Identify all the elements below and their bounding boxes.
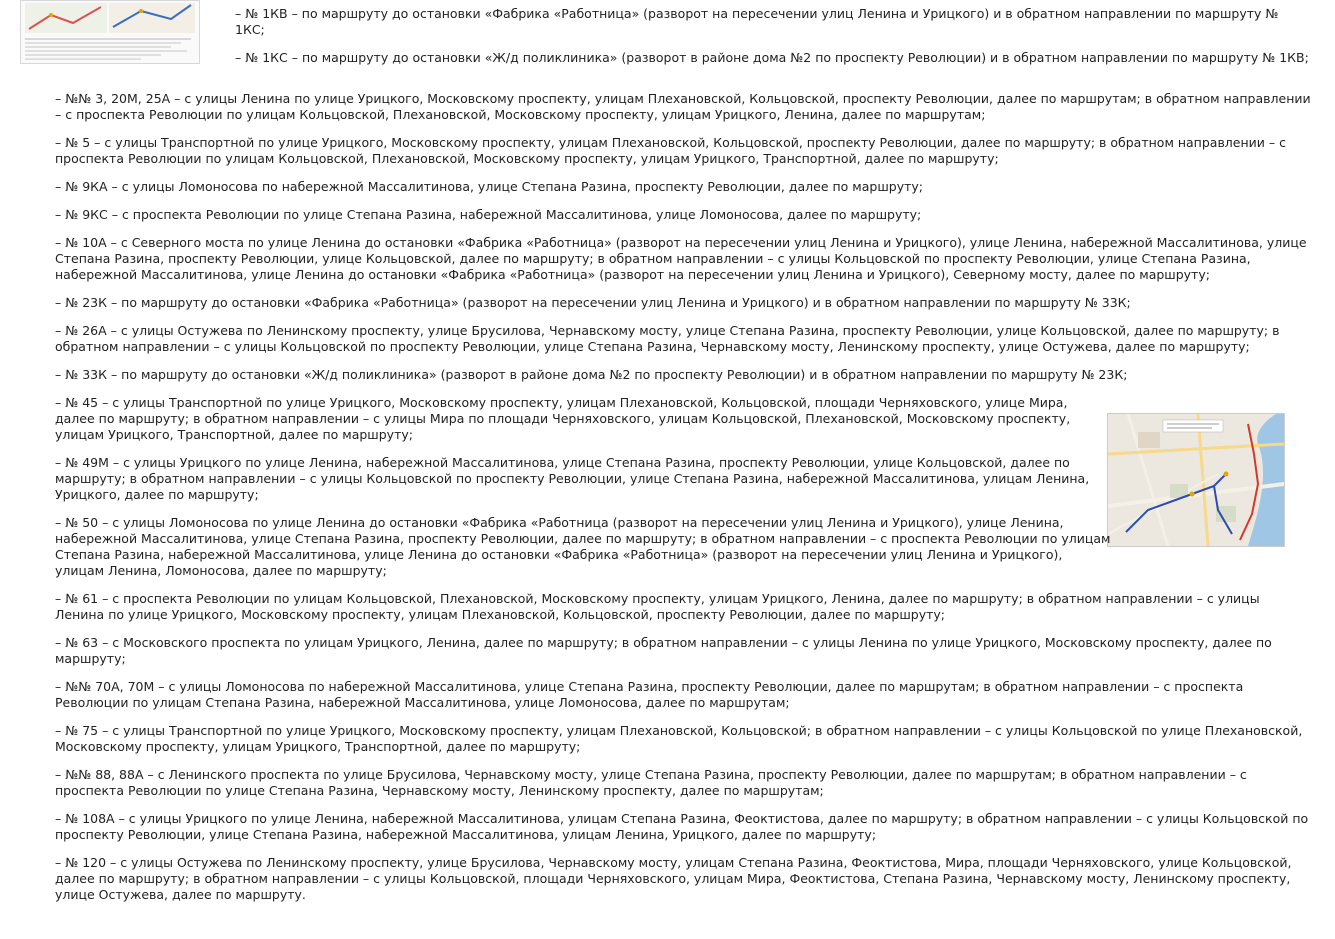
route-item-9ks: – № 9КС – с проспекта Революции по улице Степана Разина, набережной Массалитинова, улице Ломоносова, далее по маршруту; xyxy=(55,207,922,222)
route-item-26a: – № 26А – с улицы Остужева по Ленинскому проспекту, улице Брусилова, Чернавскому мосту, улице Степана Разина, проспекту Революции, улице Кольцовской, далее по маршруту; в обратном направлении – с улицы Кольцовской по проспекту Революции, улице Степана Разина, Чернавскому мосту, Ленинскому проспекту, улице Остужева, далее по маршруту; xyxy=(55,323,1280,354)
route-item-50: – № 50 – с улицы Ломоносова по улице Ленина до остановки «Фабрика «Работница (разворот на пересечении улиц Ленина и Урицкого), улице Ленина, набережной Массалитинова, улице Степана Разина, проспекту Революции, далее по маршруту; в обратном направлении – с проспекта Революции по улицам Степана Разина, набережной Массалитинова, улице Ленина до остановки «Фабрика «Работница» (разворот на пересечении улиц Ленина и Урицкого), улицам Ленина, Ломоносова, далее по маршруту; xyxy=(55,515,1111,578)
route-item-9ka: – № 9КА – с улицы Ломоносова по набережной Массалитинова, улице Степана Разина, проспекту Революции, далее по маршруту; xyxy=(55,179,923,194)
route-item-33k: – № 33К – по маршруту до остановки «Ж/д поликлиника» (разворот в районе дома №2 по проспекту Революции) и в обратном направлении по маршруту № 23К; xyxy=(55,367,1128,382)
route-item-108a: – № 108А – с улицы Урицкого по улице Ленина, набережной Массалитинова, улицам Степана Разина, Феоктистова, далее по маршруту; в обратном направлении – с улицы Кольцовской по проспекту Революции, улице Степана Разина, набережной Массалитинова, улицам Ленина, Урицкого, далее по маршруту; xyxy=(55,811,1309,842)
route-item-1kv: – № 1КВ – по маршруту до остановки «Фабрика «Работница» (разворот на пересечении улиц Ленина и Урицкого) и в обратном направлении по маршруту № 1КС; xyxy=(235,6,1279,37)
route-list xyxy=(55,91,1311,915)
route-item-49m: – № 49М – с улицы Урицкого по улице Ленина, набережной Массалитинова, улице Степана Разина, проспекту Революции, улице Кольцовской, далее по маршруту; в обратном направлении – с улицы Кольцовской по проспекту Революции, улице Степана Разина, набережной Массалитинова, улицам Ленина, Урицкого, далее по маршруту; xyxy=(55,455,1090,502)
route-item-88-88a: – №№ 88, 88А – с Ленинского проспекта по улице Брусилова, Чернавскому мосту, улице Степана Разина, проспекту Революции, далее по маршрутам; в обратном направлении – с проспекта Революции по улице Степана Разина, Чернавскому мосту, Ленинскому проспекту, далее по маршрутам; xyxy=(55,767,1247,798)
route-item-75: – № 75 – с улицы Транспортной по улице Урицкого, Московскому проспекту, улицам Плехановской, Кольцовской; в обратном направлении – с улицы Кольцовской по улице Плехановской, Московскому проспекту, улицам Урицкого, Транспортной, далее по маршруту; xyxy=(55,723,1303,754)
route-item-120: – № 120 – с улицы Остужева по Ленинскому проспекту, улице Брусилова, Чернавскому мосту, улицам Степана Разина, Феоктистова, Мира, площади Черняховского, улице Кольцовской, далее по маршруту; в обратном направлении – с улицы Кольцовской, площади Черняховского, улицам Мира, Феоктистова, Степана Разина, Чернавскому мосту, Ленинскому проспекту, улице Остужева, далее по маршруту. xyxy=(55,855,1292,902)
route-item-23k: – № 23К – по маршруту до остановки «Фабрика «Работница» (разворот на пересечении улиц Ленина и Урицкого) и в обратном направлении по маршруту № 33К; xyxy=(55,295,1131,310)
route-item-70a-70m: – №№ 70А, 70М – с улицы Ломоносова по набережной Массалитинова, улице Степана Разина, проспекту Революции, далее по маршрутам; в обратном направлении – с проспекта Революции по улицам Степана Разина, набережной Массалитинова, улице Ломоносова, далее по маршрутам; xyxy=(55,679,1244,710)
route-item-3-20m-25a: – №№ 3, 20М, 25А – с улицы Ленина по улице Урицкого, Московскому проспекту, улицам Плехановской, Кольцовской, проспекту Революции, далее по маршрутам; в обратном направлении – с проспекта Революции по улицам Кольцовской, Плехановской, Московскому проспекту, улицам Урицкого, Ленина, далее по маршрутам; xyxy=(55,91,1311,122)
route-item-45: – № 45 – с улицы Транспортной по улице Урицкого, Московскому проспекту, улицам Плехановской, Кольцовской, площади Черняховского, улице Мира, далее по маршруту; в обратном направлении – с улицы Мира по площади Черняховского, улицам Кольцовской, Плехановской, Московскому проспекту, улицам Урицкого, Транспортной, далее по маршруту; xyxy=(55,395,1071,442)
route-item-1ks: – № 1КС – по маршруту до остановки «Ж/д поликлиника» (разворот в районе дома №2 по проспекту Революции) и в обратном направлении по маршруту № 1КВ; xyxy=(235,50,1309,65)
route-item-10a: – № 10А – с Северного моста по улице Ленина до остановки «Фабрика «Работница» (разворот на пересечении улиц Ленина и Урицкого), улице Ленина, набережной Массалитинова, улице Степана Разина, проспекту Революции, улице Кольцовской, далее по маршруту; в обратном направлении – с улицы Кольцовской по проспекту Революции, улице Степана Разина, набережной Массалитинова, улице Ленина до остановки «Фабрика «Работница» (разворот на пересечении улиц Ленина и Урицкого), Северному мосту, далее по маршруту; xyxy=(55,235,1307,282)
scheme-thumbnail-image[interactable] xyxy=(20,0,200,64)
route-item-61: – № 61 – с проспекта Революции по улицам Кольцовской, Плехановской, Московскому проспекту, улицам Урицкого, Ленина, далее по маршруту; в обратном направлении – с улицы Ленина по улице Урицкого, Московскому проспекту, улицам Плехановской, Кольцовской, проспекту Революции, далее по маршруту; xyxy=(55,591,1260,622)
route-item-63: – № 63 – с Московского проспекта по улицам Урицкого, Ленина, далее по маршруту; в обратном направлении – с улицы Ленина по улице Урицкого, Московскому проспекту, далее по маршруту; xyxy=(55,635,1272,666)
route-item-5: – № 5 – с улицы Транспортной по улице Урицкого, Московскому проспекту, улицам Плехановской, Кольцовской, проспекту Революции, далее по маршруту; в обратном направлении – с проспекта Революции по улицам Кольцовской, Плехановской, Московскому проспекту, улицам Урицкого, Транспортной, далее по маршруту; xyxy=(55,135,1286,166)
